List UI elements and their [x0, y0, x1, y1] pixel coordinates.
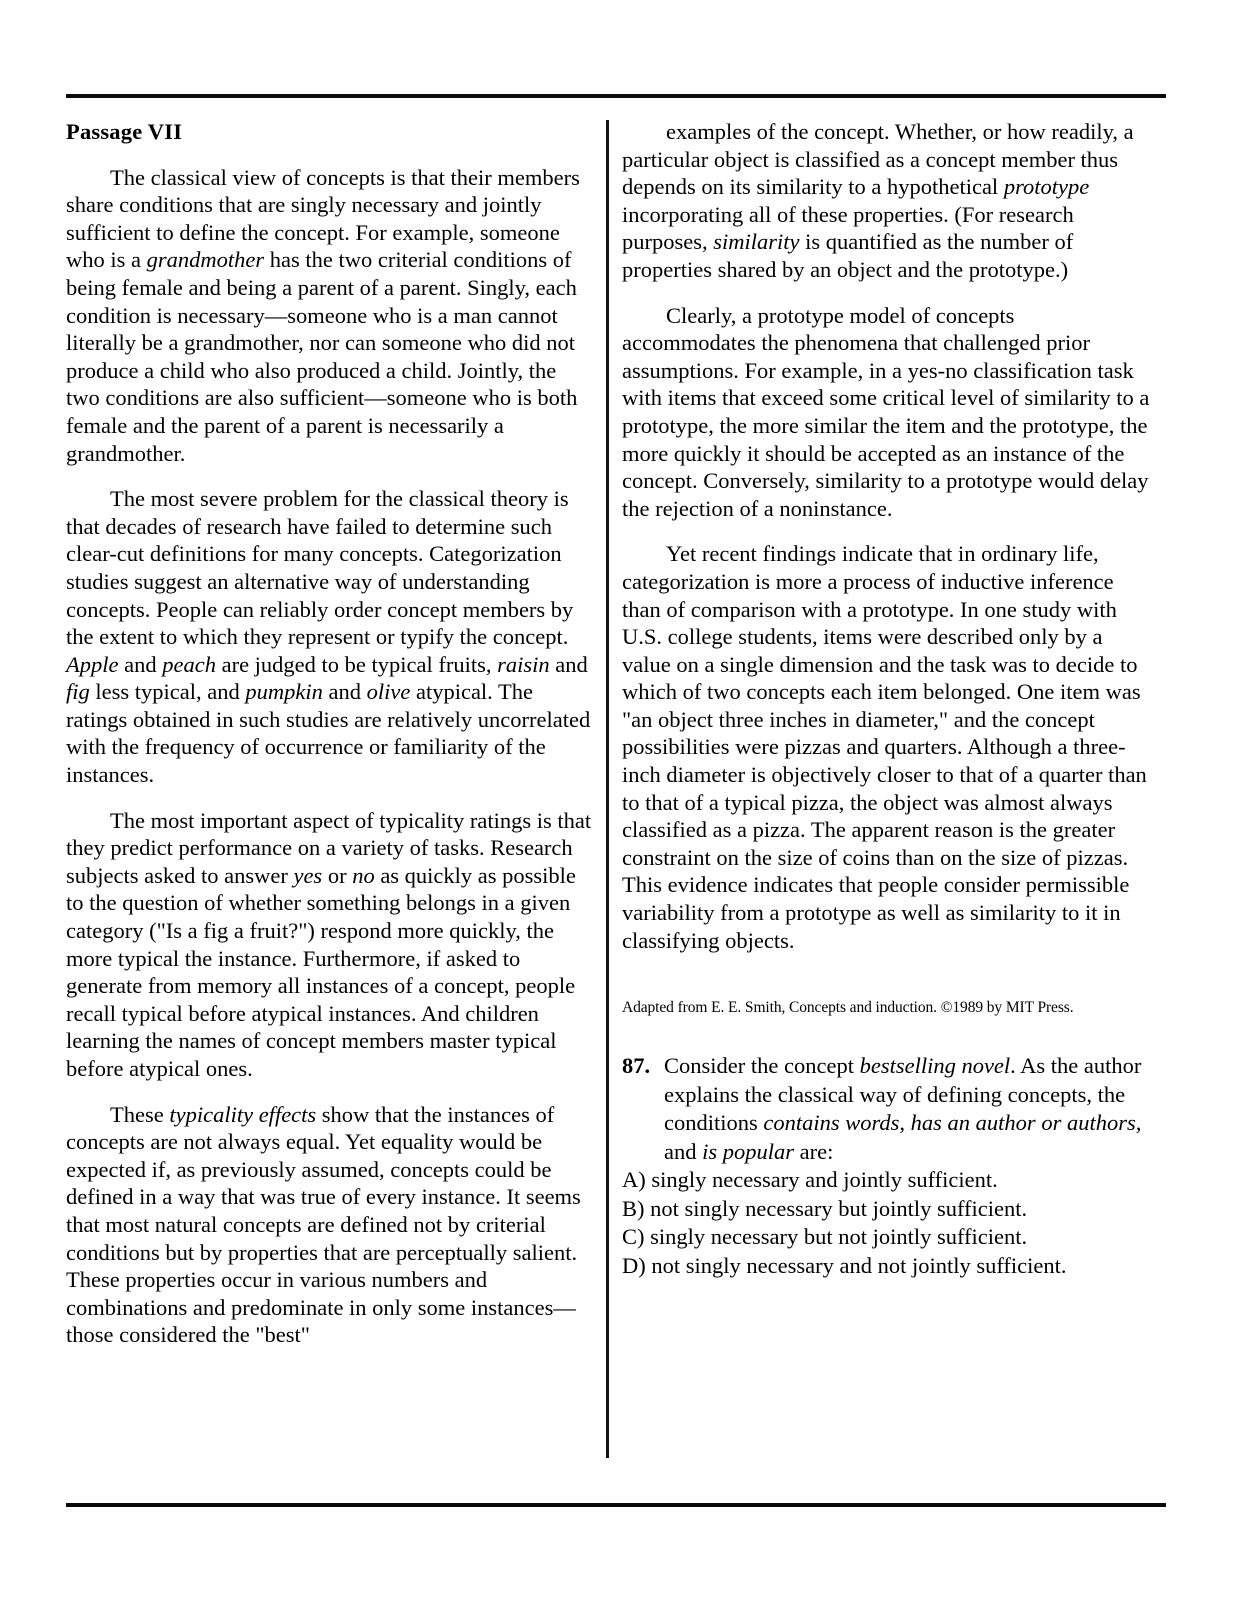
passage-title: Passage VII — [66, 119, 183, 144]
left-column-body — [66, 164, 594, 1349]
answer-options — [622, 1166, 1150, 1280]
italic-term: olive — [366, 679, 411, 705]
right-column — [622, 118, 1150, 1280]
italic-term: is popular — [702, 1138, 795, 1164]
body-paragraph: Clearly, a prototype model of concepts accommodates the phenomena that challenged prior assumptions. For example, in a yes-no classification task with items that exceed some critical level of similarity to a prototype, the more similar the item and the prototype, the more quickly it should be accepted as an instance of the concept. Conversely, similarity to a prototype would delay the rejection of a noninstance. — [622, 302, 1150, 521]
question-number: 87. — [622, 1053, 651, 1079]
italic-term: pumpkin — [245, 679, 323, 705]
answer-option-label: C) — [622, 1224, 651, 1250]
answer-option-text: not singly necessary but jointly sufficient. — [650, 1195, 1028, 1221]
italic-term: similarity — [713, 229, 800, 255]
question-header — [622, 1052, 1150, 1166]
italic-term: typicality effects — [169, 1101, 317, 1127]
answer-option[interactable] — [622, 1195, 1150, 1224]
body-paragraph: The classical view of concepts is that their members share conditions that are singly necessary and jointly sufficient to define the concept. For example, someone who is a grandmother has the two criterial conditions of being female and being a parent of a parent. Singly, each condition is necessary—someone who is a man cannot literally be a grandmother, nor can someone who did not produce a child who also produced a child. Jointly, the two conditions are also sufficient—someone who is both female and the parent of a parent is necessarily a grandmother. — [66, 164, 580, 466]
body-paragraph: These typicality effects show that the instances of concepts are not always equal. Yet equality would be expected if, as previously assumed, concepts could be defined in a way that was true of every instance. It seems that most natural concepts are defined not by criterial conditions but by properties that are perceptually salient. These properties occur in various numbers and combinations and predominate in only some instances—those considered the "best" — [66, 1101, 581, 1348]
answer-option[interactable] — [622, 1223, 1150, 1252]
italic-term: grandmother — [146, 247, 265, 273]
bottom-horizontal-rule — [66, 1503, 1166, 1507]
body-paragraph: The most severe problem for the classical theory is that decades of research have failed to determine such clear-cut definitions for many concepts. Categorization studies suggest an alternative way of understanding concepts. People can reliably order concept members by the extent to which they represent or typify the concept. Apple and peach are judged to be typical fruits, raisin and fig less typical, and pumpkin and olive atypical. The ratings obtained in such studies are relatively uncorrelated with the frequency of occurrence or familiarity of the instances. — [66, 486, 591, 788]
answer-option-label: B) — [622, 1195, 651, 1221]
column-divider-rule — [606, 120, 609, 1458]
left-column — [66, 118, 594, 1349]
source-attribution: Adapted from E. E. Smith, Concepts and induction. ©1989 by MIT Press. — [622, 999, 1074, 1017]
top-horizontal-rule — [66, 94, 1166, 98]
italic-term: peach — [162, 651, 216, 677]
italic-term: contains words, has an author or authors, — [763, 1110, 1142, 1136]
answer-option-label: A) — [622, 1167, 652, 1193]
answer-option[interactable] — [622, 1166, 1150, 1195]
body-paragraph: examples of the concept. Whether, or how readily, a particular object is classified as a concept member thus depends on its similarity to a hypothetical prototype incorporating all of these properties. (For research purposes, similarity is quantified as the number of properties shared by an object and the prototype.) — [622, 119, 1134, 282]
answer-option-text: not singly necessary and not jointly sufficient. — [651, 1252, 1067, 1278]
italic-term: Apple — [66, 651, 119, 677]
right-column-body — [622, 118, 1150, 954]
answer-option[interactable] — [622, 1252, 1150, 1281]
italic-term: bestselling novel — [859, 1053, 1011, 1079]
italic-term: raisin — [497, 651, 550, 677]
question-stem: Consider the concept bestselling novel. As the author explains the classical way of defining concepts, the conditions contains words, has an author or authors, and is popular are: — [664, 1053, 1142, 1164]
answer-option-text: singly necessary and jointly sufficient. — [651, 1167, 998, 1193]
answer-option-text: singly necessary but not jointly sufficient. — [650, 1224, 1028, 1250]
body-paragraph: The most important aspect of typicality ratings is that they predict performance on a variety of tasks. Research subjects asked to answer yes or no as quickly as possible to the question of whether something belongs in a given category ("Is a fig a fruit?") respond more quickly, the more typical the instance. Furthermore, if asked to generate from memory all instances of a concept, people recall typical before atypical instances. And children learning the names of concept members master typical before atypical ones. — [66, 807, 592, 1081]
answer-option-label: D) — [622, 1252, 652, 1278]
italic-term: no — [352, 862, 375, 888]
italic-term: fig — [66, 679, 90, 705]
italic-term: prototype — [1003, 174, 1090, 200]
italic-term: yes — [293, 862, 323, 888]
question-block — [622, 1052, 1150, 1280]
body-paragraph: Yet recent findings indicate that in ordinary life, categorization is more a process of inductive inference than of comparison with a prototype. In one study with U.S. college students, items were described only by a value on a single dimension and the task was to decide to which of two concepts each item belonged. One item was "an object three inches in diameter," and the concept possibilities were pizzas and quarters. Although a three-inch diameter is objectively closer to that of a quarter than to that of a typical pizza, the object was almost always classified as a pizza. The apparent reason is the greater constraint on the size of coins than on the size of pizzas. This evidence indicates that people consider permissible variability from a prototype as well as similarity to it in classifying objects. — [622, 541, 1147, 953]
